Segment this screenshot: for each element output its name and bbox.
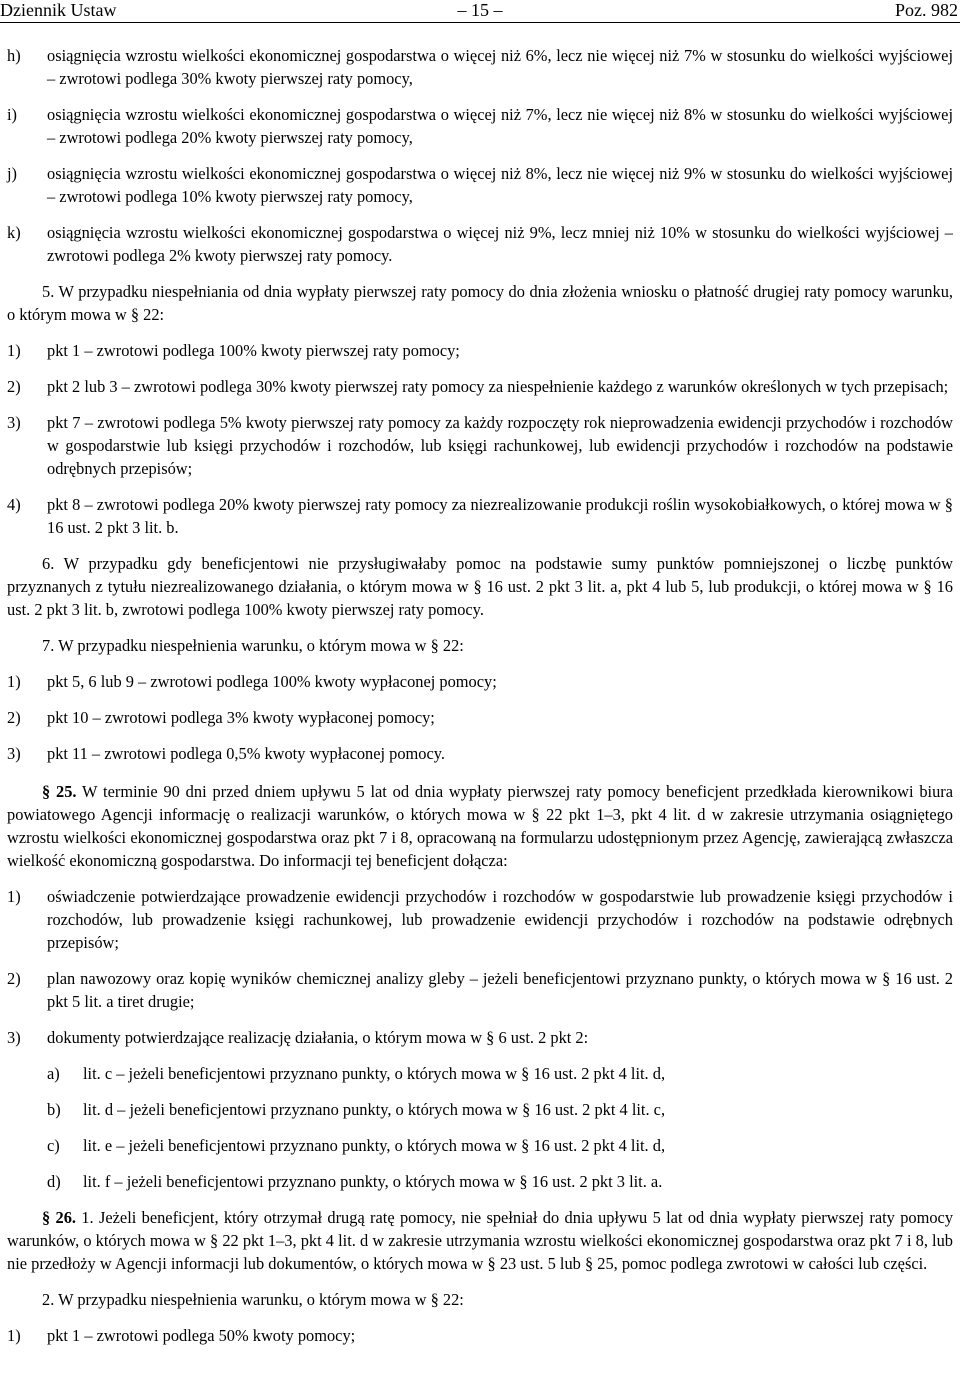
list-item (7, 670, 953, 693)
page-header (0, 0, 960, 20)
item-marker: 3) (7, 413, 21, 432)
item-text: osiągnięcia wzrostu wielkości ekonomicznej gospodarstwa o więcej niż 9%, lecz mniej niż 10% w stosunku do wielkości wyjściowej – zwrotowi podlega 2% kwoty pierwszej raty pomocy. (47, 223, 953, 265)
item-text: pkt 8 – zwrotowi podlega 20% kwoty pierwszej raty pomocy za niezrealizowanie produkcji roślin wysokobiałkowych, o której mowa w § 16 ust. 2 pkt 3 lit. b. (47, 495, 953, 537)
item-text: oświadczenie potwierdzające prowadzenie ewidencji przychodów i rozchodów w gospodarstwie lub prowadzenie księgi przychodów i rozchodów, lub prowadzenie księgi rachunkowej, lub prowadzenie ewidencji przychodów i rozchodów na podstawie odrębnych przepisów; (47, 887, 953, 952)
sub-marker: d) (47, 1172, 61, 1191)
sub-text: lit. f – jeżeli beneficjentowi przyznano punkty, o których mowa w § 16 ust. 2 pkt 3 lit. a. (83, 1172, 663, 1191)
paragraph-6: 6. W przypadku gdy beneficjentowi nie przysługiwałaby pomoc na podstawie sumy punktów pomniejszonej o liczbę punktów przyznanych z tytułu niezrealizowanego działania, o którym mowa w § 16 ust. 2 pkt 3 lit. a, pkt 4 lub 5, lub produkcji, o której mowa w § 16 ust. 2 pkt 3 lit. b, zwrotowi podlega 100% kwoty pierwszej raty pomocy. (7, 554, 953, 619)
section-25 (7, 780, 953, 872)
list-item (7, 44, 953, 90)
item-marker: 1) (7, 341, 21, 360)
item-text: pkt 10 – zwrotowi podlega 3% kwoty wypłaconej pomocy; (47, 708, 435, 727)
item-marker: 4) (7, 495, 21, 514)
section-26 (7, 1206, 953, 1275)
item-text: pkt 1 – zwrotowi podlega 50% kwoty pomocy; (47, 1326, 356, 1345)
section-text: W terminie 90 dni przed dniem upływu 5 lat od dnia wypłaty pierwszej raty pomocy beneficjent przedkłada kierownikowi biura powiatowego Agencji informację o realizacji warunków, o których mowa w § 22 pkt 1–3, pkt 4 lit. d w zakresie utrzymania osiągniętego wzrostu wielkości ekonomicznej gospodarstwa oraz pkt 7 i 8, opracowaną na formularzu udostępnionym przez Agencję, zawierającą zwłaszcza wielkość ekonomiczną gospodarstwa. Do informacji tej beneficjent dołącza: (7, 782, 954, 870)
item-text: pkt 5, 6 lub 9 – zwrotowi podlega 100% kwoty wypłaconej pomocy; (47, 672, 497, 691)
list-item (7, 411, 953, 480)
position-number: Poz. 982 (895, 0, 958, 20)
item-marker: 2) (7, 377, 21, 396)
sub-item (7, 1062, 953, 1085)
item-marker: 1) (7, 1326, 21, 1345)
item-marker: 3) (7, 744, 21, 763)
page-number: – 15 – (457, 0, 503, 20)
item-marker: h) (7, 46, 21, 65)
document-body (7, 44, 953, 1347)
item-text: osiągnięcia wzrostu wielkości ekonomicznej gospodarstwa o więcej niż 8%, lecz nie więcej niż 9% w stosunku do wielkości wyjściowej – zwrotowi podlega 10% kwoty pierwszej raty pomocy, (47, 164, 953, 206)
list-item (7, 339, 953, 362)
item-marker: j) (7, 164, 18, 183)
sub-text: lit. c – jeżeli beneficjentowi przyznano punkty, o których mowa w § 16 ust. 2 pkt 4 lit. d, (83, 1064, 666, 1083)
section-number: § 25. (42, 782, 77, 801)
paragraph-26-2: 2. W przypadku niespełnienia warunku, o którym mowa w § 22: (42, 1290, 464, 1309)
item-marker: 3) (7, 1028, 21, 1047)
item-marker: 2) (7, 969, 21, 988)
list-item (7, 706, 953, 729)
item-marker: k) (7, 223, 21, 242)
sub-marker: a) (47, 1064, 60, 1083)
list-item (7, 103, 953, 149)
sub-text: lit. e – jeżeli beneficjentowi przyznano punkty, o których mowa w § 16 ust. 2 pkt 4 lit. d, (83, 1136, 666, 1155)
sub-text: lit. d – jeżeli beneficjentowi przyznano punkty, o których mowa w § 16 ust. 2 pkt 4 lit. c, (83, 1100, 666, 1119)
list-item (7, 1026, 953, 1049)
list-item (7, 885, 953, 954)
item-text: dokumenty potwierdzające realizację działania, o którym mowa w § 6 ust. 2 pkt 2: (47, 1028, 589, 1047)
sub-item (7, 1170, 953, 1193)
item-marker: 2) (7, 708, 21, 727)
paragraph-5: 5. W przypadku niespełniania od dnia wypłaty pierwszej raty pomocy do dnia złożenia wniosku o płatność drugiej raty pomocy warunku, o którym mowa w § 22: (7, 282, 953, 324)
section-number: § 26. (42, 1208, 77, 1227)
item-text: plan nawozowy oraz kopię wyników chemicznej analizy gleby – jeżeli beneficjentowi przyznano punkty, o których mowa w § 16 ust. 2 pkt 5 lit. a tiret drugie; (47, 969, 953, 1011)
paragraph-7: 7. W przypadku niespełnienia warunku, o którym mowa w § 22: (42, 636, 464, 655)
list-item (7, 221, 953, 267)
list-item (7, 967, 953, 1013)
item-marker: 1) (7, 887, 21, 906)
item-text: pkt 7 – zwrotowi podlega 5% kwoty pierwszej raty pomocy za każdy rozpoczęty rok nieprowadzenia ewidencji przychodów i rozchodów w gospodarstwie lub księgi przychodów i rozchodów, lub księgi rachunkowej, lub ewidencji przychodów i rozchodów na podstawie odrębnych przepisów; (47, 413, 953, 478)
item-marker: 1) (7, 672, 21, 691)
section-text: 1. Jeżeli beneficjent, który otrzymał drugą ratę pomocy, nie spełniał do dnia upływu 5 lat od dnia wypłaty pierwszej raty pomocy warunków, o których mowa w § 22 pkt 1–3, pkt 4 lit. d w zakresie utrzymania wzrostu wielkości ekonomicznej gospodarstwa oraz pkt 7 i 8, lub nie przedłoży w Agencji informacji lub dokumentów, o których mowa w § 23 ust. 5 lub § 25, pomoc podlega zwrotowi w całości lub części. (7, 1208, 954, 1273)
item-text: pkt 11 – zwrotowi podlega 0,5% kwoty wypłaconej pomocy. (47, 744, 446, 763)
journal-title: Dziennik Ustaw (0, 0, 117, 20)
sub-item (7, 1134, 953, 1157)
list-item (7, 1324, 953, 1347)
item-text: pkt 1 – zwrotowi podlega 100% kwoty pierwszej raty pomocy; (47, 341, 460, 360)
item-text: osiągnięcia wzrostu wielkości ekonomicznej gospodarstwa o więcej niż 6%, lecz nie więcej niż 7% w stosunku do wielkości wyjściowej – zwrotowi podlega 30% kwoty pierwszej raty pomocy, (47, 46, 953, 88)
list-item (7, 742, 953, 765)
list-item (7, 162, 953, 208)
list-item (7, 493, 953, 539)
sub-marker: c) (47, 1136, 60, 1155)
item-marker: i) (7, 105, 18, 124)
header-rule (0, 22, 960, 23)
list-item (7, 375, 953, 398)
sub-marker: b) (47, 1100, 61, 1119)
item-text: pkt 2 lub 3 – zwrotowi podlega 30% kwoty pierwszej raty pomocy za niespełnienie każdego z warunków określonych w tych przepisach; (47, 377, 949, 396)
item-text: osiągnięcia wzrostu wielkości ekonomicznej gospodarstwa o więcej niż 7%, lecz nie więcej niż 8% w stosunku do wielkości wyjściowej – zwrotowi podlega 20% kwoty pierwszej raty pomocy, (47, 105, 953, 147)
sub-item (7, 1098, 953, 1121)
